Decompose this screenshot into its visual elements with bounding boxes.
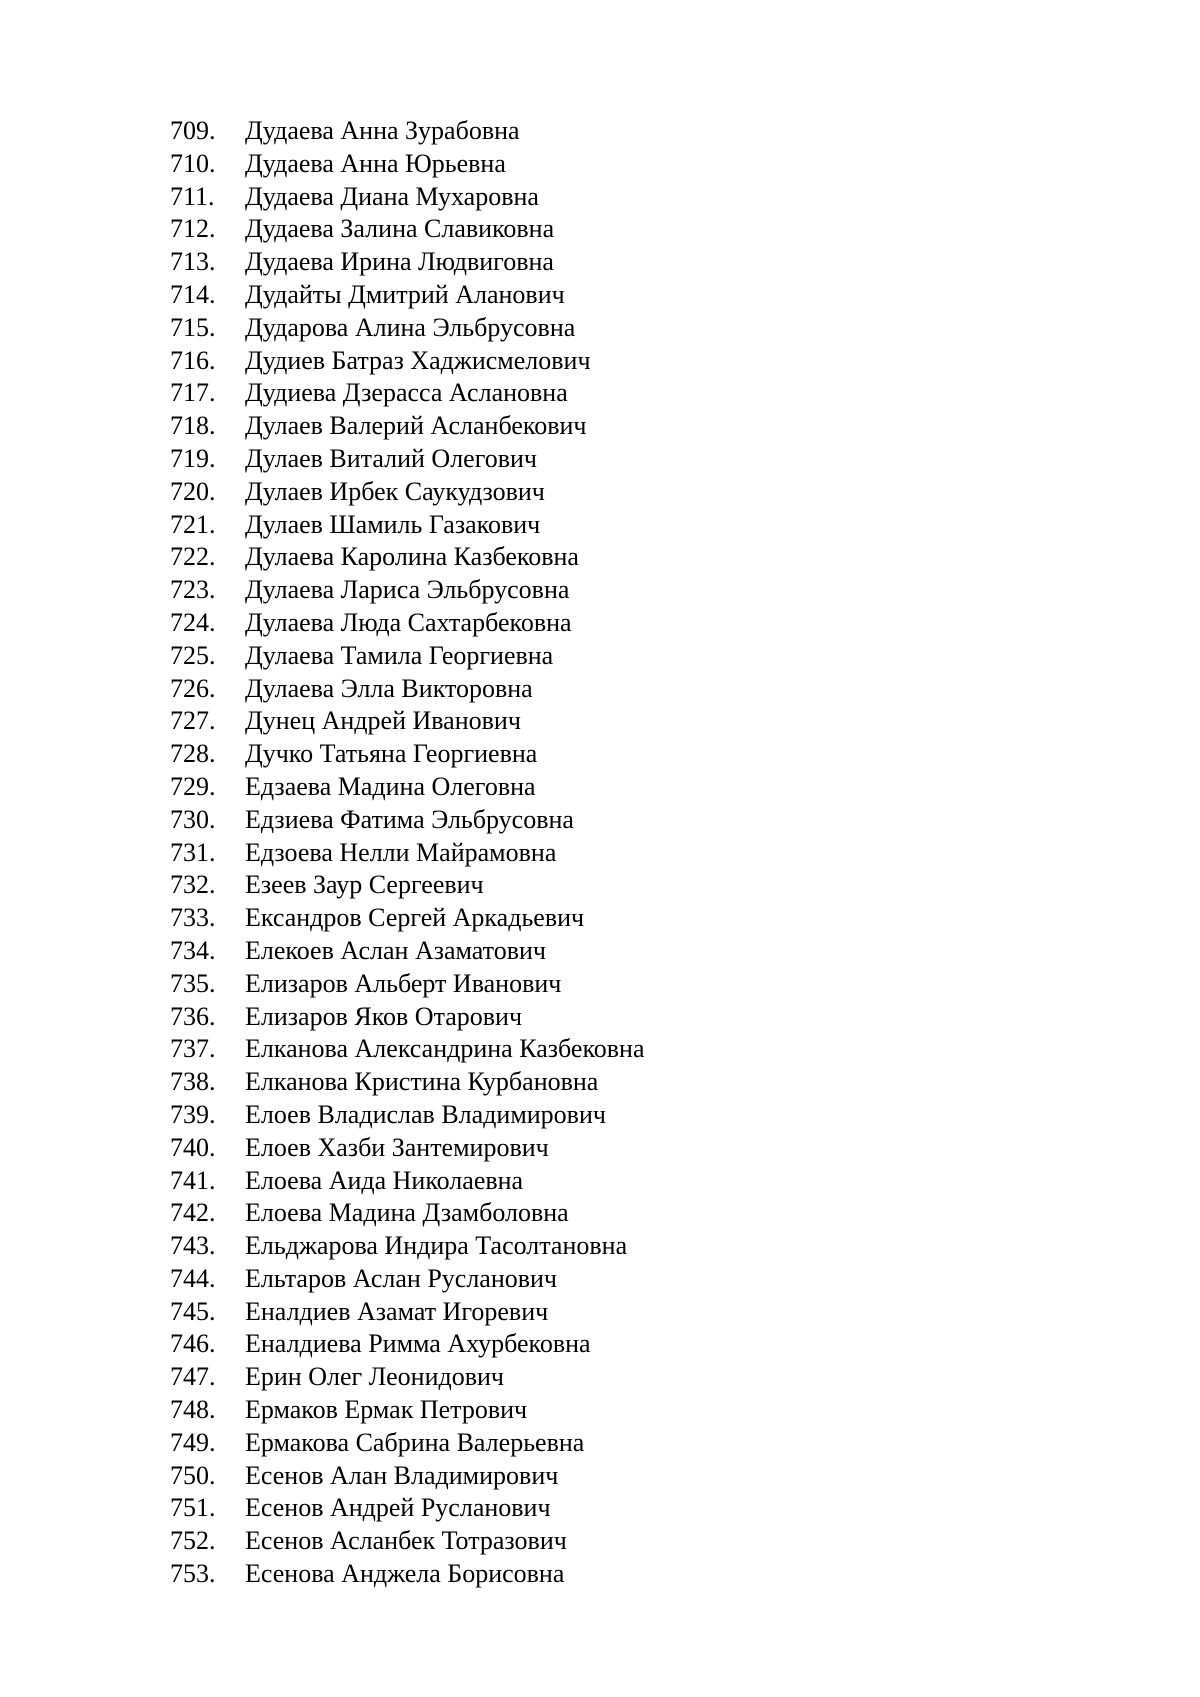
item-name: Елоева Аида Николаевна xyxy=(245,1165,524,1195)
list-item xyxy=(170,935,644,968)
item-number: 740. xyxy=(170,1132,216,1162)
list-item xyxy=(170,902,644,935)
item-name: Еналдиева Римма Ахурбековна xyxy=(245,1329,591,1359)
item-name: Едзоева Нелли Майрамовна xyxy=(245,837,557,867)
item-name: Дулаева Люда Сахтарбековна xyxy=(245,607,572,637)
item-number: 738. xyxy=(170,1067,216,1097)
item-number: 747. xyxy=(170,1362,216,1392)
item-name: Елканова Александрина Казбековна xyxy=(245,1034,645,1064)
item-number: 746. xyxy=(170,1329,216,1359)
item-name: Едзиева Фатима Эльбрусовна xyxy=(245,804,574,834)
item-number: 730. xyxy=(170,804,216,834)
list-item xyxy=(170,443,644,476)
list-item xyxy=(170,1558,644,1591)
item-number: 711. xyxy=(170,181,215,211)
list-item xyxy=(170,1394,644,1427)
item-name: Ермакова Сабрина Валерьевна xyxy=(245,1427,585,1457)
item-name: Дулаева Тамила Георгиевна xyxy=(245,640,554,670)
item-name: Елоев Владислав Владимирович xyxy=(245,1099,606,1129)
item-name: Елканова Кристина Курбановна xyxy=(245,1067,599,1097)
item-number: 717. xyxy=(170,378,216,408)
item-number: 737. xyxy=(170,1034,216,1064)
list-item xyxy=(170,1525,644,1558)
item-name: Ельджарова Индира Тасолтановна xyxy=(245,1231,628,1261)
list-item xyxy=(170,1132,644,1165)
item-name: Дудаева Залина Славиковна xyxy=(245,214,555,244)
item-number: 714. xyxy=(170,279,216,309)
item-name: Есенов Алан Владимирович xyxy=(245,1460,559,1490)
list-item xyxy=(170,1230,644,1263)
list-item xyxy=(170,574,644,607)
item-number: 753. xyxy=(170,1559,216,1589)
item-number: 739. xyxy=(170,1099,216,1129)
list-item xyxy=(170,1066,644,1099)
item-number: 709. xyxy=(170,116,216,145)
item-number: 727. xyxy=(170,706,216,736)
list-item xyxy=(170,968,644,1001)
list-item xyxy=(170,148,644,181)
item-number: 735. xyxy=(170,968,216,998)
item-name: Есенова Анджела Борисовна xyxy=(245,1559,565,1589)
list-item xyxy=(170,279,644,312)
item-number: 732. xyxy=(170,870,216,900)
list-item xyxy=(170,1427,644,1460)
item-number: 731. xyxy=(170,837,216,867)
item-number: 719. xyxy=(170,443,216,473)
item-number: 712. xyxy=(170,214,216,244)
item-name: Дулаев Виталий Олегович xyxy=(245,443,538,473)
item-name: Дудиев Батраз Хаджисмелович xyxy=(245,345,591,375)
item-name: Езеев Заур Сергеевич xyxy=(245,870,484,900)
item-name: Дулаева Элла Викторовна xyxy=(245,673,533,703)
item-name: Дудиева Дзерасса Аслановна xyxy=(245,378,568,408)
item-number: 752. xyxy=(170,1526,216,1556)
list-item xyxy=(170,1001,644,1034)
list-item xyxy=(170,640,644,673)
item-name: Дударова Алина Эльбрусовна xyxy=(245,312,576,342)
list-item xyxy=(170,607,644,640)
item-number: 741. xyxy=(170,1165,216,1195)
item-number: 710. xyxy=(170,148,216,178)
item-name: Дудаева Диана Мухаровна xyxy=(245,181,539,211)
item-number: 716. xyxy=(170,345,216,375)
item-number: 742. xyxy=(170,1198,216,1228)
list-item xyxy=(170,1197,644,1230)
list-item xyxy=(170,1099,644,1132)
item-name: Есенов Андрей Русланович xyxy=(245,1493,551,1523)
item-name: Ерин Олег Леонидович xyxy=(245,1362,504,1392)
item-name: Дулаева Лариса Эльбрусовна xyxy=(245,575,570,605)
item-name: Дучко Татьяна Георгиевна xyxy=(245,739,538,769)
list-item xyxy=(170,377,644,410)
item-number: 720. xyxy=(170,476,216,506)
item-number: 713. xyxy=(170,247,216,277)
list-item xyxy=(170,246,644,279)
item-number: 745. xyxy=(170,1296,216,1326)
item-number: 721. xyxy=(170,509,216,539)
item-name: Ельтаров Аслан Русланович xyxy=(245,1263,558,1293)
item-name: Дудайты Дмитрий Аланович xyxy=(245,279,565,309)
item-number: 734. xyxy=(170,935,216,965)
list-item xyxy=(170,115,644,148)
item-number: 736. xyxy=(170,1001,216,1031)
item-name: Дудаева Анна Зурабовна xyxy=(245,116,520,145)
list-item xyxy=(170,410,644,443)
item-number: 751. xyxy=(170,1493,216,1523)
item-name: Елизаров Яков Отарович xyxy=(245,1001,523,1031)
item-number: 718. xyxy=(170,411,216,441)
item-name: Елизаров Альберт Иванович xyxy=(245,968,562,998)
list-item xyxy=(170,181,644,214)
list-item xyxy=(170,312,644,345)
name-list xyxy=(170,115,644,1591)
item-name: Дунец Андрей Иванович xyxy=(245,706,521,736)
list-item xyxy=(170,771,644,804)
list-item xyxy=(170,1492,644,1525)
list-item xyxy=(170,1361,644,1394)
list-item xyxy=(170,476,644,509)
item-name: Есенов Асланбек Тотразович xyxy=(245,1526,567,1556)
list-item xyxy=(170,509,644,542)
list-item xyxy=(170,1328,644,1361)
list-item xyxy=(170,213,644,246)
item-number: 723. xyxy=(170,575,216,605)
item-name: Ермаков Ермак Петрович xyxy=(245,1395,528,1425)
list-item xyxy=(170,705,644,738)
item-number: 724. xyxy=(170,607,216,637)
list-item xyxy=(170,804,644,837)
item-name: Дулаев Шамиль Газакович xyxy=(245,509,541,539)
item-number: 725. xyxy=(170,640,216,670)
item-number: 722. xyxy=(170,542,216,572)
item-number: 715. xyxy=(170,312,216,342)
item-number: 729. xyxy=(170,771,216,801)
item-number: 749. xyxy=(170,1427,216,1457)
list-item xyxy=(170,1033,644,1066)
item-number: 728. xyxy=(170,739,216,769)
item-name: Елекоев Аслан Азаматович xyxy=(245,935,546,965)
list-item xyxy=(170,541,644,574)
item-name: Елоев Хазби Зантемирович xyxy=(245,1132,549,1162)
item-number: 744. xyxy=(170,1263,216,1293)
item-name: Ександров Сергей Аркадьевич xyxy=(245,903,585,933)
list-item xyxy=(170,1165,644,1198)
list-item xyxy=(170,673,644,706)
item-name: Дулаева Каролина Казбековна xyxy=(245,542,579,572)
item-number: 733. xyxy=(170,903,216,933)
item-name: Дулаев Ирбек Саукудзович xyxy=(245,476,545,506)
item-name: Елоева Мадина Дзамболовна xyxy=(245,1198,569,1228)
item-name: Дудаева Анна Юрьевна xyxy=(245,148,506,178)
item-name: Еналдиев Азамат Игоревич xyxy=(245,1296,549,1326)
list-item xyxy=(170,1263,644,1296)
list-item xyxy=(170,869,644,902)
list-item xyxy=(170,1460,644,1493)
list-item xyxy=(170,738,644,771)
item-number: 743. xyxy=(170,1231,216,1261)
item-name: Дулаев Валерий Асланбекович xyxy=(245,411,587,441)
list-item xyxy=(170,345,644,378)
list-item xyxy=(170,1296,644,1329)
item-name: Едзаева Мадина Олеговна xyxy=(245,771,536,801)
list-item xyxy=(170,837,644,870)
item-number: 750. xyxy=(170,1460,216,1490)
item-number: 726. xyxy=(170,673,216,703)
item-number: 748. xyxy=(170,1395,216,1425)
item-name: Дудаева Ирина Людвиговна xyxy=(245,247,554,277)
